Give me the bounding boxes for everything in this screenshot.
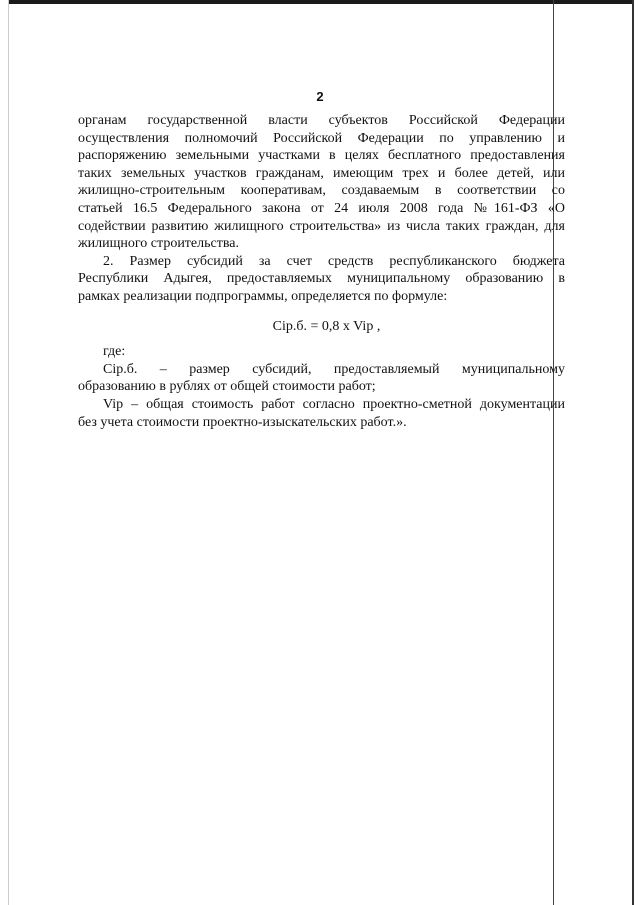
paragraph-2-line: Республики Адыгея, предоставляемых муниципальному образованию в: [78, 271, 565, 287]
paragraph-1-line: жилищного строительства.: [78, 236, 239, 252]
paragraph-1-line: таких земельных участков гражданам, имеющим трех и более детей, или: [78, 165, 565, 181]
paragraph-1-line: распоряжению земельными участками в целях бесплатного предоставления: [78, 148, 565, 164]
definition-cirb-line: образованию в рублях от общей стоимости работ;: [78, 379, 376, 395]
scan-border-top: [8, 0, 632, 4]
paragraph-1-line: органам государственной власти субъектов Российской Федерации: [78, 113, 565, 128]
page-number: 2: [316, 89, 324, 104]
definition-vip: [78, 396, 565, 431]
definition-cirb-line: Сiр.б. – размер субсидий, предоставляемый муниципальному: [103, 361, 565, 377]
paragraph-1-line: жилищно-строительным кооперативам, создаваемым в соответствии со: [78, 183, 565, 199]
subsidy-formula: Сiр.б. = 0,8 x Vip ,: [272, 318, 381, 334]
paragraph-2-line: рамках реализации подпрограммы, определяется по формуле:: [78, 288, 448, 304]
where-label: где:: [103, 344, 126, 360]
scan-border-left: [8, 0, 9, 905]
paragraph-1-line: осуществления полномочий Российской Федерации по управлению и: [78, 130, 565, 146]
definition-vip-line: Vip – общая стоимость работ согласно проектно-сметной документации: [103, 396, 565, 412]
document-body: [78, 112, 565, 431]
paragraph-2-line: 2. Размер субсидий за счет средств республиканского бюджета: [103, 253, 565, 269]
definition-cirb: [78, 361, 565, 396]
paragraph-1: [78, 112, 565, 253]
scan-border-right: [632, 0, 634, 905]
where-label-block: [78, 343, 565, 361]
paragraph-1-line: статьей 16.5 Федерального закона от 24 июля 2008 года №161-ФЗ «О: [78, 200, 565, 216]
paragraph-1-line: содействии развитию жилищного строительства» из числа таких граждан, для: [78, 218, 565, 234]
paragraph-2: [78, 253, 565, 306]
definition-vip-line: без учета стоимости проектно-изыскательских работ.».: [78, 414, 407, 430]
